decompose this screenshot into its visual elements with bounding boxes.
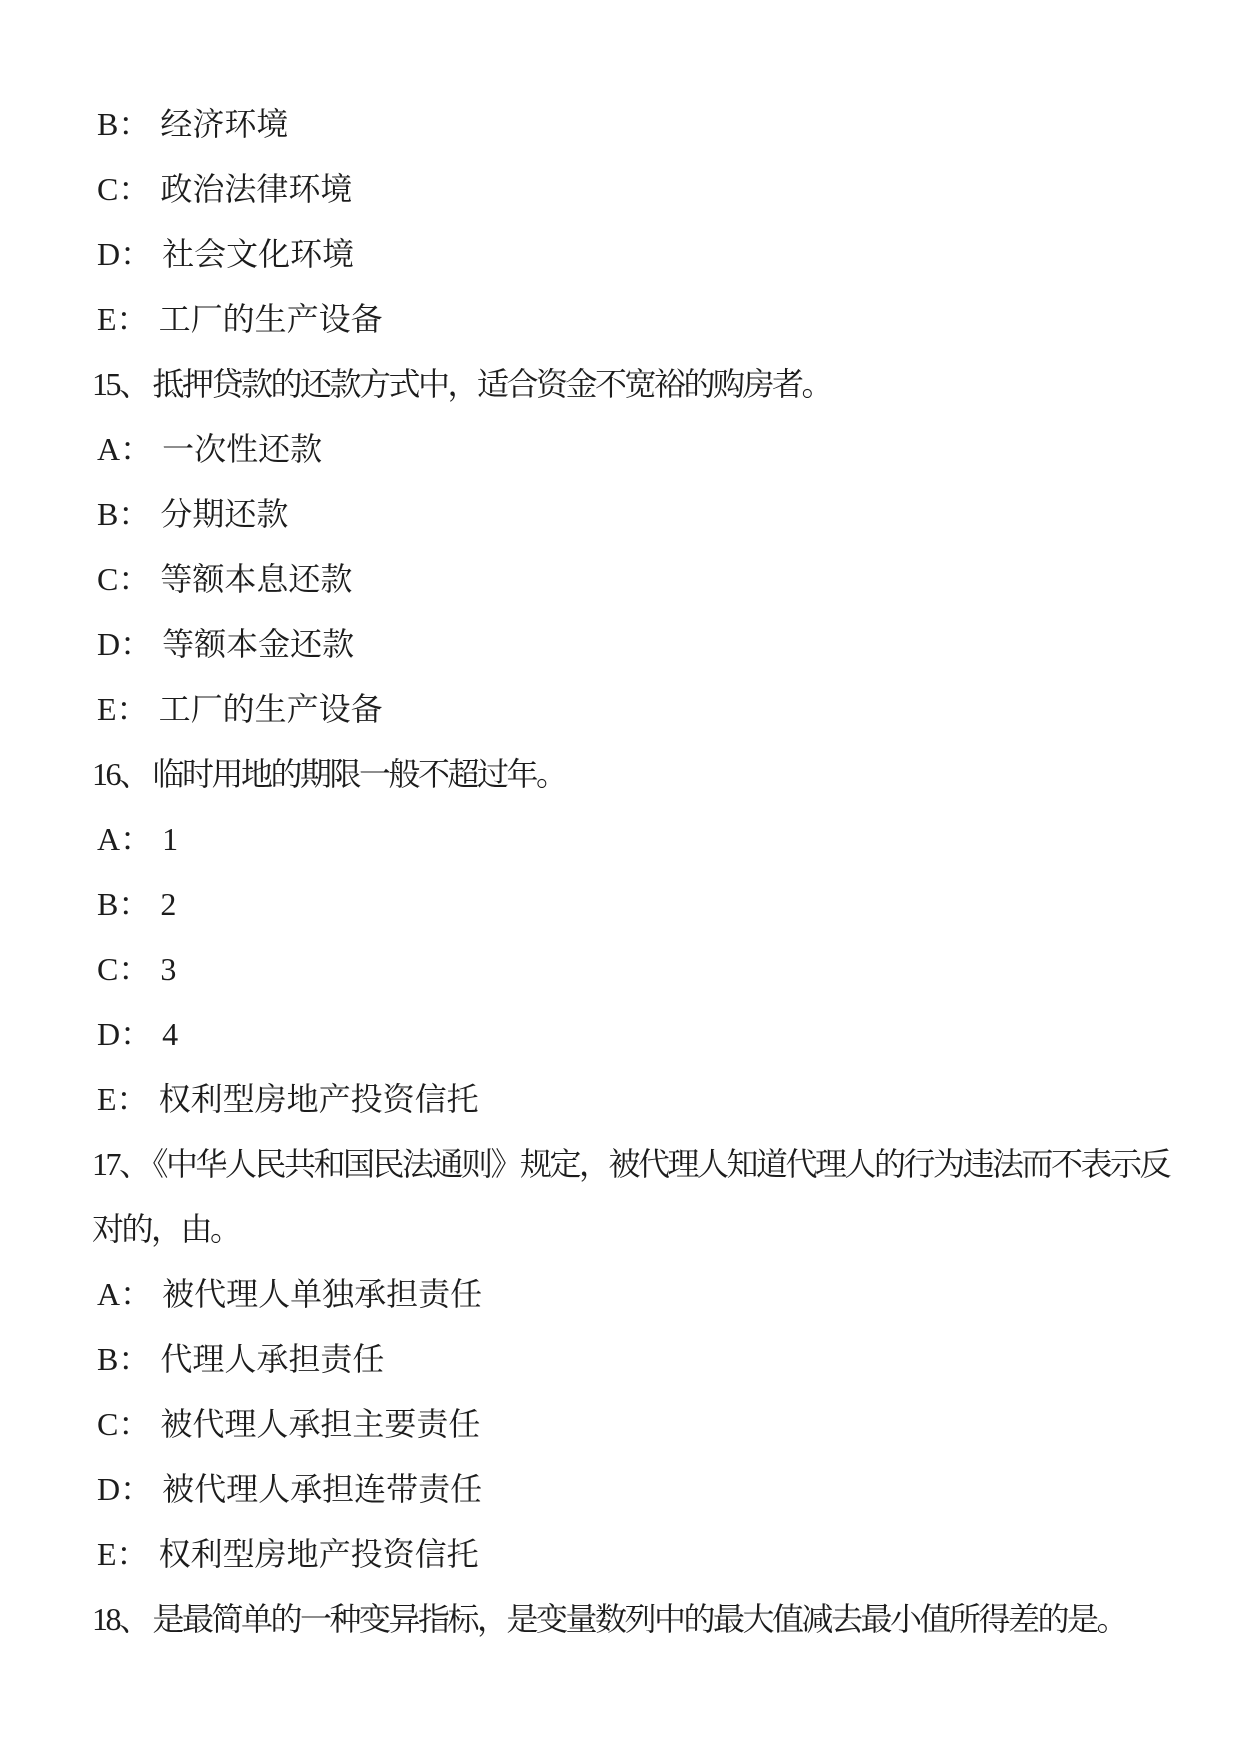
question-text: 是最简单的一种变异指标，是变量数列中的最大值减去最小值所得差的是。	[152, 1601, 1127, 1637]
option-label: B：	[97, 886, 151, 922]
option-label: E：	[97, 1536, 149, 1572]
option-text: 等额本息还款	[160, 561, 353, 597]
option-text: 代理人承担责任	[160, 1341, 385, 1377]
option-text: 2	[160, 886, 177, 922]
option-label: E：	[97, 301, 149, 337]
option-row	[0, 417, 1240, 482]
option-row	[0, 677, 1240, 742]
option-row	[0, 1262, 1240, 1327]
question-text: 对的，由。	[92, 1211, 240, 1247]
question-text: 临时用地的期限一般不超过年。	[152, 756, 566, 792]
question-number: 16、	[92, 756, 149, 792]
option-text: 分期还款	[160, 496, 289, 532]
option-text: 被代理人承担连带责任	[162, 1471, 483, 1507]
option-row	[0, 872, 1240, 937]
question-number: 17、	[92, 1146, 149, 1182]
option-row	[0, 157, 1240, 222]
question-row	[0, 1587, 1240, 1652]
option-row	[0, 1067, 1240, 1132]
question-row	[0, 742, 1240, 807]
option-label: C：	[97, 171, 151, 207]
option-label: E：	[97, 1081, 149, 1117]
question-text: 抵押贷款的还款方式中，适合资金不宽裕的购房者。	[152, 366, 832, 402]
option-text: 被代理人单独承担责任	[162, 1276, 483, 1312]
option-row	[0, 1327, 1240, 1392]
option-text: 等额本金还款	[162, 626, 355, 662]
option-row	[0, 1457, 1240, 1522]
option-row	[0, 547, 1240, 612]
question-number: 18、	[92, 1601, 149, 1637]
option-row	[0, 1002, 1240, 1067]
option-row	[0, 1392, 1240, 1457]
option-label: C：	[97, 561, 151, 597]
option-row	[0, 807, 1240, 872]
option-row	[0, 287, 1240, 352]
option-label: D：	[97, 1016, 153, 1052]
option-row	[0, 612, 1240, 677]
option-text: 一次性还款	[162, 431, 323, 467]
option-text: 3	[160, 951, 177, 987]
option-text: 权利型房地产投资信托	[158, 1536, 479, 1572]
option-label: A：	[97, 1276, 153, 1312]
option-label: D：	[97, 626, 153, 662]
option-text: 4	[162, 1016, 179, 1052]
option-text: 经济环境	[160, 106, 289, 142]
question-row	[0, 352, 1240, 417]
option-text: 社会文化环境	[162, 236, 355, 272]
option-text: 工厂的生产设备	[158, 691, 383, 727]
question-number: 15、	[92, 366, 149, 402]
option-text: 工厂的生产设备	[158, 301, 383, 337]
option-row	[0, 937, 1240, 1002]
option-label: C：	[97, 1406, 151, 1442]
option-label: C：	[97, 951, 151, 987]
option-label: E：	[97, 691, 149, 727]
option-label: A：	[97, 431, 153, 467]
option-text: 1	[162, 821, 179, 857]
option-row	[0, 222, 1240, 287]
option-text: 权利型房地产投资信托	[158, 1081, 479, 1117]
question-text-continuation	[0, 1197, 1240, 1262]
option-label: B：	[97, 496, 151, 532]
option-label: A：	[97, 821, 153, 857]
option-row	[0, 1522, 1240, 1587]
option-row	[0, 92, 1240, 157]
option-text: 被代理人承担主要责任	[160, 1406, 481, 1442]
option-row	[0, 482, 1240, 547]
option-label: D：	[97, 236, 153, 272]
option-label: B：	[97, 106, 151, 142]
option-text: 政治法律环境	[160, 171, 353, 207]
question-row	[0, 1132, 1240, 1197]
option-label: D：	[97, 1471, 153, 1507]
option-label: B：	[97, 1341, 151, 1377]
question-text: 《中华人民共和国民法通则》规定，被代理人知道代理人的行为违法而不表示反	[152, 1146, 1170, 1182]
